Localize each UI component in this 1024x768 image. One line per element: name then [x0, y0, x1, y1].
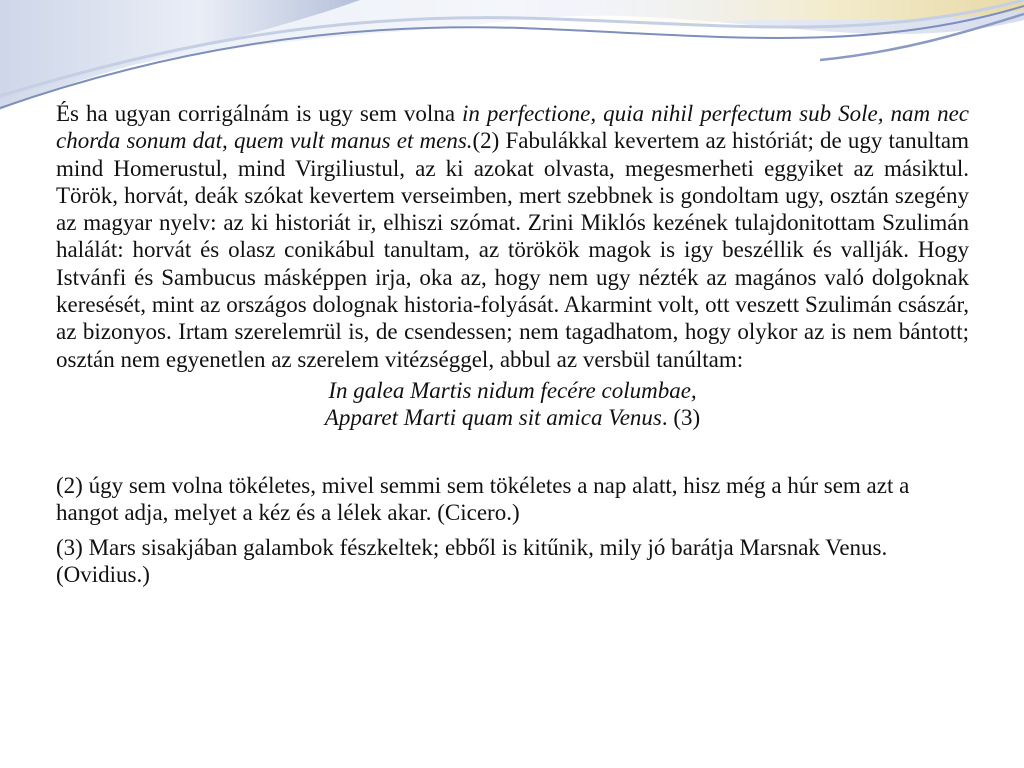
quote-line-2-text: Apparet Marti quam sit amica Venus [324, 405, 662, 431]
footnotes [56, 472, 969, 589]
latin-verse-quote [56, 377, 969, 432]
footnote-2: (2) úgy sem volna tökéletes, mivel semmi sem tökéletes a nap alatt, hisz még a húr sem azt a hangot adja, melyet a kéz és a lélek akar. (Cicero.) [56, 472, 910, 525]
quote-line-2 [56, 404, 969, 431]
body-text-intro: És ha ugyan corrigálnám is ugy sem volna [56, 101, 463, 126]
quote-line-1: In galea Martis nidum fecére columbae, [328, 377, 697, 403]
quote-line-2-ref: . (3) [661, 405, 701, 431]
footnote-3: (3) Mars sisakjában galambok fészkeltek; ebből is kitűnik, mily jó barátja Marsnak Venus. (Ovidius.) [56, 535, 888, 588]
body-paragraph [56, 100, 969, 373]
body-text-main: (2) Fabulákkal kevertem az históriát; de ugy tanultam mind Homerustul, mind Virgiliustul, az ki azokat olvasta, megesmerheti eggyiket az másiktul. Török, horvát, deák szókat kevertem verseimben, mert szebbnek is gondoltam ugy, osztán szegény az magyar nyelv: az ki historiát ir, elhiszi szómat. Zrini Miklós kezének tulajdonitottam Szulimán halálát: horvát és olasz conikábul tanultam, az törökök magok is igy beszéllik és vallják. Hogy Istvánfi és Sambucus másképpen irja, oka az, hogy nem ugy nézték az magános való dolgoknak keresését, mint az országos dolognak historia-folyását. Akarmint volt, ott veszett Szulimán császár, az bizonyos. Irtam szerelemrül is, de csendessen; nem tagadhatom, hogy olykor az is nem bántott; osztán nem egyenetlen az szerelem vitézséggel, abbul az versbül tanúltam: [56, 128, 969, 372]
body-text-latin-quote: in perfectione, quia nihil perfectum sub Sole, nam nec chorda sonum dat, quem vult manus et mens. [56, 101, 969, 154]
slide-content [56, 100, 969, 597]
